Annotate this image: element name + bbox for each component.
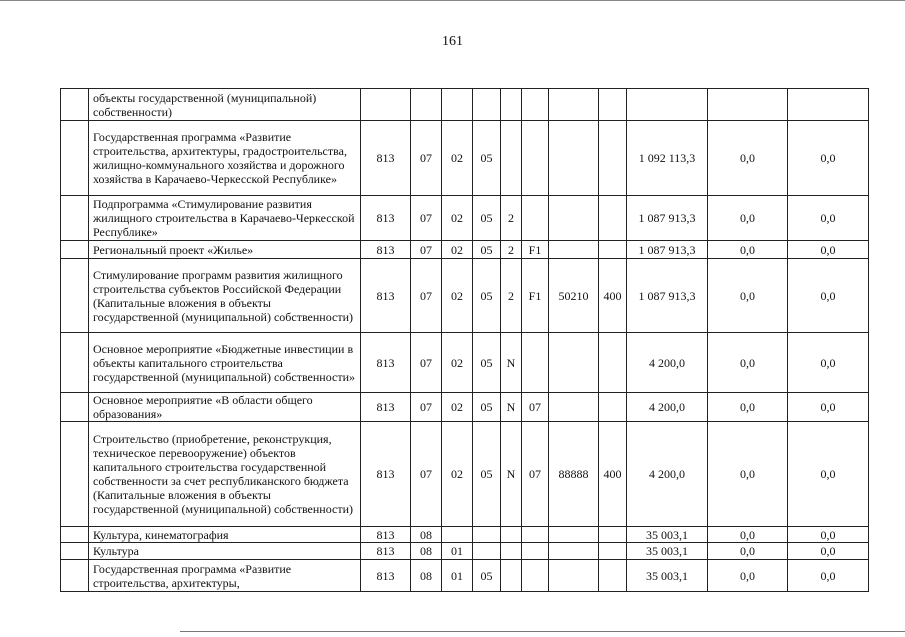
value-cell [599,560,627,592]
value-cell: 4 200,0 [627,393,708,422]
value-cell: 05 [473,259,501,333]
value-cell: F1 [522,259,549,333]
description-cell: Региональный проект «Жилье» [89,241,361,259]
value-cell: 02 [442,422,473,527]
value-cell: 813 [361,196,411,241]
value-cell [549,560,599,592]
value-cell: 0,0 [788,259,869,333]
value-cell: 02 [442,196,473,241]
value-cell: 0,0 [788,560,869,592]
value-cell [522,89,549,121]
value-cell: 813 [361,560,411,592]
value-cell: 07 [411,196,442,241]
value-cell: 07 [522,422,549,527]
value-cell [549,543,599,560]
value-cell: 0,0 [708,121,788,196]
value-cell: 1 092 113,3 [627,121,708,196]
table-row [61,333,869,393]
description-cell: Подпрограмма «Стимулирование развития жилищного строительства в Карачаево-Черкесской Республике» [89,196,361,241]
value-cell: 0,0 [708,196,788,241]
value-cell: 813 [361,241,411,259]
value-cell: 1 087 913,3 [627,241,708,259]
value-cell [708,89,788,121]
value-cell: 0,0 [708,259,788,333]
value-cell [599,241,627,259]
table-row [61,527,869,543]
row-number-cell [61,393,89,422]
value-cell: 01 [442,560,473,592]
value-cell: 813 [361,393,411,422]
value-cell: 0,0 [708,333,788,393]
value-cell: 07 [411,422,442,527]
value-cell [599,89,627,121]
value-cell: 4 200,0 [627,333,708,393]
row-number-cell [61,121,89,196]
description-cell: Основное мероприятие «Бюджетные инвестиции в объекты капитального строительства государственной (муниципальной) собственности» [89,333,361,393]
value-cell: 813 [361,422,411,527]
value-cell: 07 [411,241,442,259]
value-cell: 07 [411,259,442,333]
value-cell: 05 [473,196,501,241]
value-cell [501,89,522,121]
value-cell: 0,0 [788,121,869,196]
value-cell [599,393,627,422]
value-cell [549,121,599,196]
row-number-cell [61,259,89,333]
description-cell: Культура, кинематография [89,527,361,543]
value-cell: 0,0 [788,241,869,259]
value-cell: 88888 [549,422,599,527]
value-cell [599,196,627,241]
value-cell: 813 [361,543,411,560]
value-cell [501,121,522,196]
value-cell [549,241,599,259]
value-cell [501,560,522,592]
value-cell: 05 [473,121,501,196]
value-cell: 1 087 913,3 [627,259,708,333]
value-cell: 813 [361,259,411,333]
value-cell [442,89,473,121]
table-row [61,543,869,560]
value-cell: 0,0 [708,560,788,592]
table-row [61,121,869,196]
value-cell [522,333,549,393]
value-cell: 813 [361,333,411,393]
value-cell: 07 [411,393,442,422]
value-cell: 400 [599,422,627,527]
value-cell [522,196,549,241]
value-cell [549,196,599,241]
value-cell: 02 [442,393,473,422]
value-cell: 2 [501,259,522,333]
value-cell [522,527,549,543]
value-cell: 0,0 [708,393,788,422]
value-cell: 07 [411,121,442,196]
value-cell: 07 [522,393,549,422]
page-number: 161 [442,34,463,49]
value-cell: 05 [473,560,501,592]
table-row [61,89,869,121]
description-cell: Культура [89,543,361,560]
value-cell: 0,0 [788,393,869,422]
value-cell: 0,0 [708,527,788,543]
description-cell: Государственная программа «Развитие строительства, архитектуры, [89,560,361,592]
table-row [61,560,869,592]
value-cell [473,543,501,560]
value-cell: 400 [599,259,627,333]
value-cell: 01 [442,543,473,560]
value-cell: 35 003,1 [627,560,708,592]
value-cell: 0,0 [788,422,869,527]
value-cell [522,543,549,560]
value-cell: 02 [442,259,473,333]
value-cell: 02 [442,121,473,196]
value-cell: 1 087 913,3 [627,196,708,241]
value-cell: 50210 [549,259,599,333]
value-cell: 0,0 [708,543,788,560]
value-cell [361,89,411,121]
value-cell: 4 200,0 [627,422,708,527]
scan-edge-line [180,631,905,632]
row-number-cell [61,560,89,592]
value-cell [599,527,627,543]
value-cell [411,89,442,121]
scan-edge-line [0,0,905,1]
value-cell: 02 [442,241,473,259]
value-cell: 2 [501,196,522,241]
value-cell: 813 [361,527,411,543]
value-cell: 02 [442,333,473,393]
value-cell: 05 [473,333,501,393]
description-cell: Государственная программа «Развитие строительства, архитектуры, градостроительства, жилищно-коммунального хозяйства и дорожного хозяйства в Карачаево-Черкесской Республике» [89,121,361,196]
table-row [61,393,869,422]
value-cell [599,543,627,560]
table-row [61,422,869,527]
description-cell: Стимулирование программ развития жилищного строительства субъектов Российской Федерации (Капитальные вложения в объекты государственной (муниципальной) собственности) [89,259,361,333]
value-cell: 35 003,1 [627,543,708,560]
description-cell: объекты государственной (муниципальной) собственности) [89,89,361,121]
value-cell [501,543,522,560]
row-number-cell [61,241,89,259]
value-cell: 08 [411,560,442,592]
row-number-cell [61,527,89,543]
value-cell [549,393,599,422]
table-row [61,196,869,241]
row-number-cell [61,543,89,560]
value-cell: F1 [522,241,549,259]
row-number-cell [61,422,89,527]
table-row [61,259,869,333]
budget-table [60,88,869,592]
value-cell: 813 [361,121,411,196]
value-cell [473,89,501,121]
value-cell: 0,0 [708,422,788,527]
value-cell [522,560,549,592]
value-cell: N [501,393,522,422]
value-cell [549,89,599,121]
value-cell: 0,0 [788,333,869,393]
description-cell: Строительство (приобретение, реконструкция, техническое перевооружение) объектов капитального строительства государственной собственности за счет республиканского бюджета (Капитальные вложения в объекты государственной (муниципальной) собственности) [89,422,361,527]
value-cell: 0,0 [788,543,869,560]
value-cell: 35 003,1 [627,527,708,543]
description-cell: Основное мероприятие «В области общего образования» [89,393,361,422]
value-cell: 2 [501,241,522,259]
row-number-cell [61,196,89,241]
value-cell: 08 [411,543,442,560]
row-number-cell [61,89,89,121]
value-cell: 07 [411,333,442,393]
table-row [61,241,869,259]
value-cell [549,333,599,393]
value-cell [788,89,869,121]
value-cell: 0,0 [788,527,869,543]
value-cell [522,121,549,196]
value-cell [599,333,627,393]
value-cell [599,121,627,196]
value-cell: 05 [473,393,501,422]
value-cell: 05 [473,422,501,527]
value-cell [549,527,599,543]
value-cell [473,527,501,543]
value-cell [627,89,708,121]
value-cell: N [501,333,522,393]
value-cell: N [501,422,522,527]
value-cell: 0,0 [788,196,869,241]
value-cell: 05 [473,241,501,259]
value-cell: 08 [411,527,442,543]
value-cell [442,527,473,543]
value-cell: 0,0 [708,241,788,259]
row-number-cell [61,333,89,393]
value-cell [501,527,522,543]
